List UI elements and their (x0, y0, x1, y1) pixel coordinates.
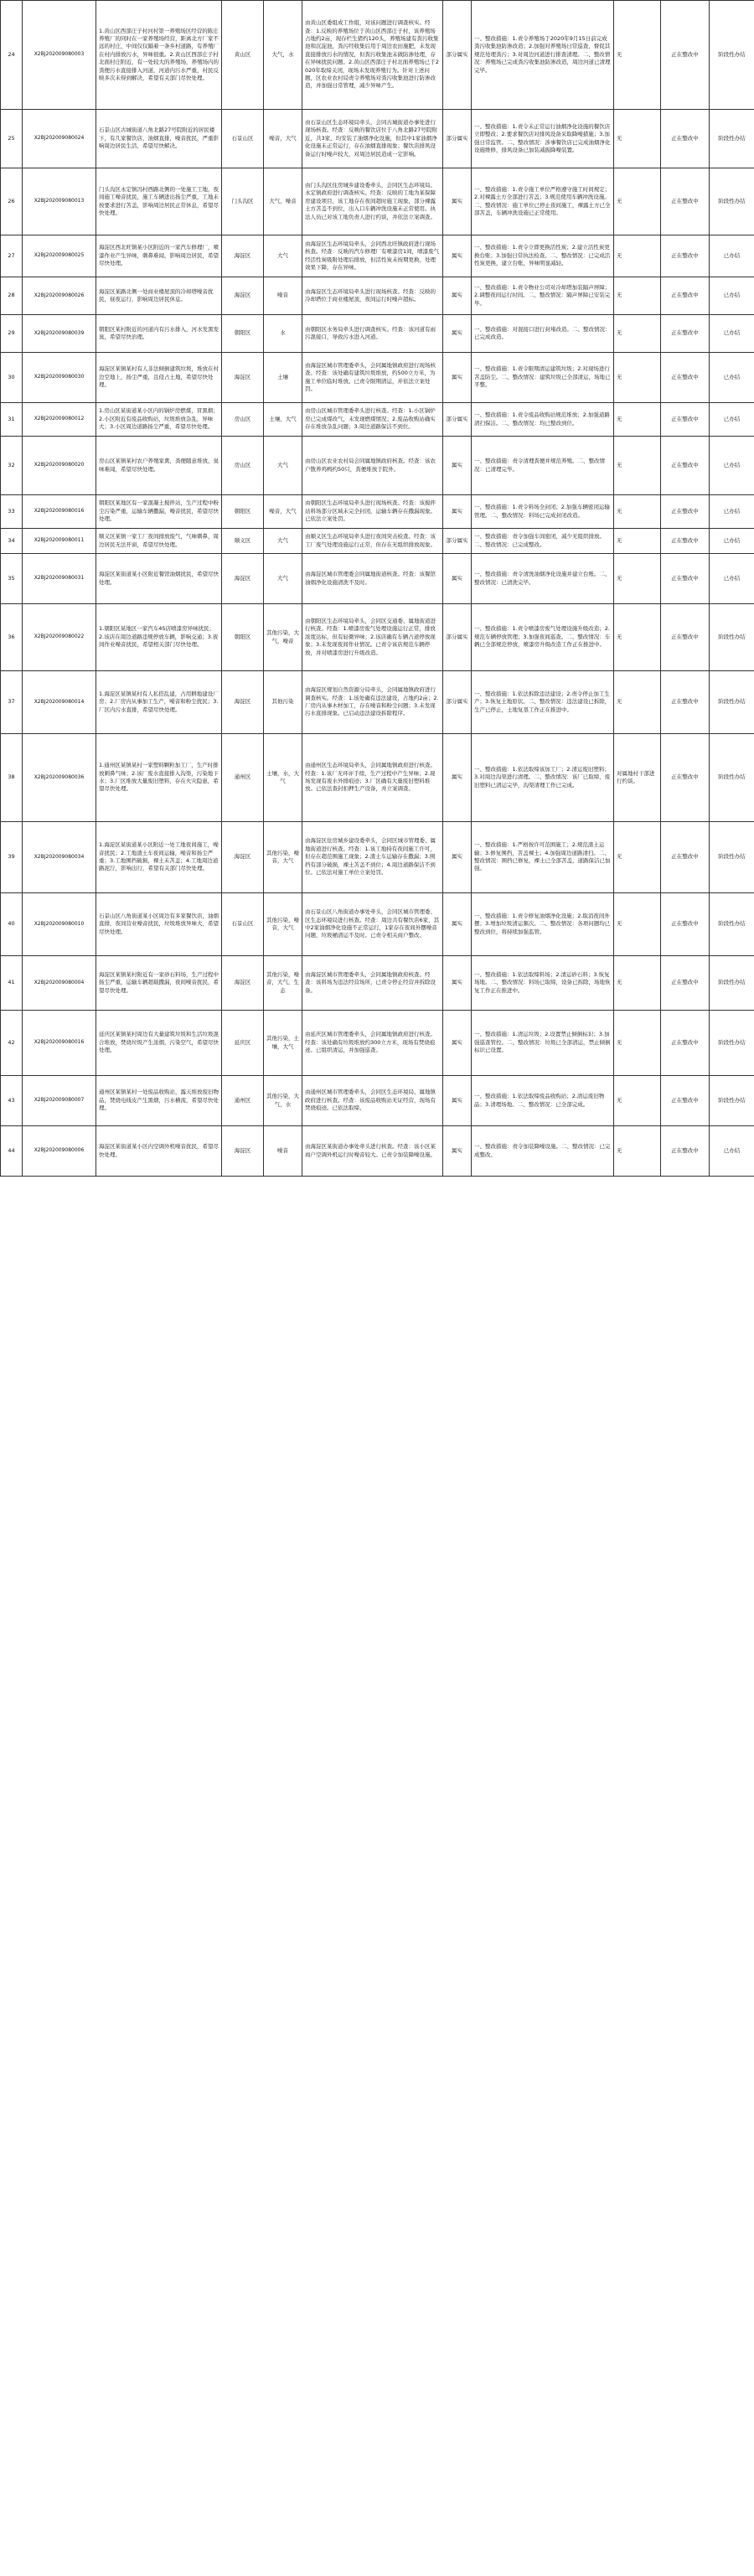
cell-investigation: 由石景山区生态环境局牵头，会同古城街道办事处进行现场核查。经查：反映的餐饮店位于八角北路27号院附近，共3家，均安装了油烟净化设施，但其中1家油烟净化设施未正常运行，存在油烟直排现象；餐饮店排风设备运行时噪声较大，对周边居民造成一定影响。 (302, 110, 443, 168)
cell-complaint-content: 海淀区某镇某村有人非法倾倒建筑垃圾，堆放在村边空地上，扬尘严重，且侵占土地，希望尽快处理。 (96, 353, 222, 403)
cell-status: 正在整改中 (661, 554, 710, 604)
cell-investigation: 由朝阳区生态环境局牵头进行现场核查。经查：该搅拌站料场部分区域未完全封闭，运输车辆存在撒漏现象。已依法立案处罚。 (302, 495, 443, 529)
cell-verified: 属实 (443, 235, 472, 277)
cell-verified: 部分属实 (443, 671, 472, 734)
cell-complaint-content: 顺义区某镇一家工厂夜间排放废气，气味刺鼻，周边居民无法开窗，希望尽快处理。 (96, 529, 222, 554)
cell-complaint-code: X2BJ202009080012 (23, 403, 96, 437)
cell-result: 已办结 (710, 235, 754, 277)
cell-pollution-type: 其他污染，土壤，大气 (264, 1011, 302, 1076)
cell-status: 正在整改中 (661, 110, 710, 168)
cell-status: 正在整改中 (661, 734, 710, 822)
cell-result: 已办结 (710, 353, 754, 403)
cell-verified: 属实 (443, 353, 472, 403)
cell-number: 32 (1, 437, 23, 495)
table-row (1, 529, 754, 554)
cell-accountability: 无 (614, 437, 661, 495)
cell-complaint-content: 延庆区某镇某村周边有大量建筑垃圾和生活垃圾混合堆放，焚烧垃圾产生浓烟，污染空气，希望尽快处理。 (96, 1011, 222, 1076)
cell-result: 阶段性办结 (710, 604, 754, 671)
cell-verified: 属实 (443, 495, 472, 529)
cell-district: 海淀区 (222, 277, 264, 315)
cell-status: 正在整改中 (661, 353, 710, 403)
cell-pollution-type: 噪音 (264, 277, 302, 315)
table-row (1, 168, 754, 235)
cell-result: 已办结 (710, 529, 754, 554)
cell-investigation: 由通州区生态环境局牵头，会同属地镇政府进行核查。经查：1.该厂无环评手续，生产过程中产生异味；2.现场发现有废水外排痕迹；3.厂区确有大量废旧塑料堆放。已依法查封扣押生产设备，并立案调查。 (302, 734, 443, 822)
table-body (1, 1, 754, 1177)
cell-accountability: 无 (614, 403, 661, 437)
cell-complaint-code: X2BJ202009080022 (23, 604, 96, 671)
cell-verified: 部分属实 (443, 604, 472, 671)
cell-pollution-type: 噪音，大气 (264, 110, 302, 168)
cell-pollution-type: 水 (264, 315, 302, 353)
cell-verified: 属实 (443, 893, 472, 956)
cell-status: 正在整改中 (661, 315, 710, 353)
cell-district: 海淀区 (222, 822, 264, 893)
cell-investigation: 由海淀区规划自然资源分局牵头，会同属地镇政府进行调查核实。经查：1.该处确有违法建设，占地约2亩；2.厂房内从事木材加工，存在噪音和粉尘问题；3.未发现污水直排现象。已启动违法建设拆除程序。 (302, 671, 443, 734)
cell-investigation: 由海淀区城市管理委牵头，会同属地镇政府进行现场核查。经查：该处确有建筑垃圾堆放，约500立方米，为施工单位临时堆放。已责令限期清运，并依法立案处罚。 (302, 353, 443, 403)
cell-complaint-code: X2BJ202009080031 (23, 554, 96, 604)
cell-status: 正在整改中 (661, 277, 710, 315)
cell-district: 海淀区 (222, 671, 264, 734)
cell-complaint-content: 石景山区古城街道八角北路27号院附近的居民楼下，有几家餐饮店，油烟直排，噪音扰民，严重影响周边居民生活，希望尽快解决。 (96, 110, 222, 168)
cell-pollution-type: 大气 (264, 554, 302, 604)
table-row (1, 822, 754, 893)
cell-pollution-type: 土壤，水，大气 (264, 734, 302, 822)
cell-result: 阶段性办结 (710, 110, 754, 168)
cell-verified: 属实 (443, 956, 472, 1011)
cell-accountability: 无 (614, 277, 661, 315)
cell-investigation: 由朝阳区生态环境局牵头，会同区交通委、属地街道进行核查。经查：1.喷漆房废气处理设施运行正常，排放浓度达标，但有轻微异味；2.该店确有车辆占道停放现象；3.未发现夜间作业情况。已责令该店规范车辆停放，并对喷漆房进行升级改造。 (302, 604, 443, 671)
cell-accountability: 无 (614, 1076, 661, 1126)
cell-rectification: 一、整改措施：1.责令废品收购站规范堆放；2.加强道路清扫保洁。二、整改情况：均已整改到位。 (472, 403, 614, 437)
cell-number: 34 (1, 529, 23, 554)
cell-verified: 部分属实 (443, 1, 472, 110)
cell-accountability: 对属地村干部进行约谈。 (614, 734, 661, 822)
cell-investigation: 由房山区农业农村局会同属地镇政府核查。经查：该农户散养鸡鸭约50只，粪便堆放于院外。 (302, 437, 443, 495)
cell-verified: 部分属实 (443, 529, 472, 554)
cell-pollution-type: 其他污染，大气，噪音 (264, 604, 302, 671)
cell-complaint-code: X2BJ202009080034 (23, 822, 96, 893)
cell-district: 海淀区 (222, 353, 264, 403)
cell-complaint-code: X2BJ202009080003 (23, 1, 96, 110)
cell-number: 31 (1, 403, 23, 437)
cell-complaint-code: X2BJ202009080011 (23, 529, 96, 554)
cell-number: 38 (1, 734, 23, 822)
cell-rectification: 一、整改措施：1.依法取缔废品收购站；2.清运废旧物品；3.清理场地。二、整改情况：已全部完成。 (472, 1076, 614, 1126)
cell-pollution-type: 大气 (264, 437, 302, 495)
cell-district: 通州区 (222, 1076, 264, 1126)
cell-complaint-content: 1.海淀区某镇某村有人私搭乱建，占用耕地建设厂房；2.厂房内从事加工生产，噪音和粉尘扰民；3.厂区内污水直排，希望尽快处理。 (96, 671, 222, 734)
cell-district: 石景山区 (222, 893, 264, 956)
cell-verified: 属实 (443, 734, 472, 822)
cell-district: 通州区 (222, 734, 264, 822)
cell-rectification: 一、整改措施：1.责令修复油烟净化设施；2.取消夜间外摆；3.增加垃圾清运频次。二、整改情况：各项问题均已整改到位，将持续加强监管。 (472, 893, 614, 956)
cell-investigation: 由黄山区委组成工作组，对该问题进行调查核实。经查：1.反映的养殖场位于黄山区西部庄子村，该养殖场占地约2亩，现存栏生猪约120头，养殖场建有粪污收集池和沉淀池，粪污经收集后用于周边农田施肥，未发现直接排放污水的情况，但粪污收集池未做防渗处理，存在异味扰民问题。2.黄山区西部庄子村北面养殖场已于2020年取缔关闭，现场未发现养殖行为。针对上述问题，区农业农村局责令养殖场对粪污收集池进行防渗改造，并加强日常管理，减少异味产生。 (302, 1, 443, 110)
cell-pollution-type: 大气 (264, 529, 302, 554)
cell-status: 正在整改中 (661, 1, 710, 110)
cell-rectification: 一、整改措施：1.严格按许可范围施工；2.规范渣土运输；3.修复围挡，苫盖裸土；4.加强周边道路清扫。二、整改情况：围挡已修复，裸土已全部苫盖，道路保洁已加强。 (472, 822, 614, 893)
cell-complaint-content: 海淀区西北旺镇某小区附近的一家汽车修理厂，喷漆作业产生异味，刺鼻难闻，影响周边居民，希望尽快处理。 (96, 235, 222, 277)
table-row (1, 1126, 754, 1177)
cell-district: 门头沟区 (222, 168, 264, 235)
cell-rectification: 一、整改措施：责令加强车间密闭，减少无组织排放。二、整改情况：已完成整改。 (472, 529, 614, 554)
cell-district: 朝阳区 (222, 604, 264, 671)
cell-verified: 属实 (443, 1126, 472, 1177)
cell-rectification: 一、整改措施：1.清运垃圾；2.设置禁止倾倒标识；3.加强巡查管控。二、整改情况：垃圾已全部清运，禁止倾倒标识已设置。 (472, 1011, 614, 1076)
cell-status: 正在整改中 (661, 235, 710, 277)
cell-status: 正在整改中 (661, 1011, 710, 1076)
cell-accountability: 无 (614, 1, 661, 110)
cell-complaint-content: 海淀区某路北侧一处商业楼屋顶的冷却塔噪音扰民，昼夜运行，影响周边居民休息。 (96, 277, 222, 315)
cell-verified: 部分属实 (443, 110, 472, 168)
cell-result: 阶段性办结 (710, 734, 754, 822)
cell-pollution-type: 土壤 (264, 353, 302, 403)
cell-rectification: 一、整改措施：1.依法取缔该加工厂；2.清运废旧塑料；3.对周边沟渠进行清理。二、整改情况：该厂已取缔，废旧塑料已清运完毕，沟渠清理工作已完成。 (472, 734, 614, 822)
cell-accountability: 无 (614, 956, 661, 1011)
cell-complaint-code: X2BJ202009080016 (23, 495, 96, 529)
cell-rectification: 一、整改措施：1.依法拆除违法建设；2.责令停止加工生产；3.恢复土地原状。二、整改情况：违法建设已拆除，生产已停止，土地复垦工作正在推进中。 (472, 671, 614, 734)
cell-rectification: 一、整改措施：1.责令立即更换活性炭；2.建立活性炭更换台账；3.加强日常执法检查。二、整改情况：已完成活性炭更换，建立台账，异味明显减轻。 (472, 235, 614, 277)
cell-accountability: 无 (614, 893, 661, 956)
cell-investigation: 由海淀区生态环境局牵头，会同西北旺镇政府进行现场核查。经查：反映的汽车修理厂有喷漆房1间，喷漆废气经活性炭吸附处理后排放，但活性炭未按期更换，处理效果下降，存在异味。 (302, 235, 443, 277)
table-row (1, 671, 754, 734)
cell-number: 35 (1, 554, 23, 604)
cell-accountability: 无 (614, 1011, 661, 1076)
cell-complaint-code: X2BJ202009080010 (23, 893, 96, 956)
cell-complaint-code: X2BJ202009080004 (23, 956, 96, 1011)
cell-investigation: 由石景山区八角街道办事处牵头，会同区城市管理委、区生态环境局进行核查。经查：周边共有餐饮店6家，其中2家油烟净化设施不正常运行，1家存在夜间外摆噪音问题，垃圾桶清运不及时。已责令相关商户整改。 (302, 893, 443, 956)
cell-number: 36 (1, 604, 23, 671)
cell-pollution-type: 其他污染，噪音，大气 (264, 893, 302, 956)
cell-complaint-content: 1.朝阳区某地区一家汽车4S店喷漆房异味扰民；2.该店在周边道路违规停放车辆，影响交通；3.夜间作业噪音扰民，希望相关部门尽快处理。 (96, 604, 222, 671)
cell-district: 海淀区 (222, 956, 264, 1011)
cell-rectification: 一、整改措施：1.责令物业公司对冷却塔加装隔声屏障；2.调整夜间运行时间。二、整改情况：隔声屏障已安装完毕。 (472, 277, 614, 315)
cell-status: 正在整改中 (661, 822, 710, 893)
cell-pollution-type: 其他污染 (264, 671, 302, 734)
cell-number: 25 (1, 110, 23, 168)
cell-complaint-content: 通州区某镇某村一处废品收购站，露天堆放废旧物品，焚烧电线皮产生黑烟，污水横流，希望尽快处理。 (96, 1076, 222, 1126)
cell-complaint-code: X2BJ202009080030 (23, 353, 96, 403)
cell-complaint-content: 1.黄山区西部庄子村河村第一养殖场区经营的陈庄养殖厂的同时在一家养殖场经营，距离北方厂家不远的村庄，中间仅仅隔着一条乡村道路，有养殖厂在村内排放污水，异味很重。2.黄山区西部庄子村北面村庄附近，有一处较大的养殖场，养殖场内的粪便污水直接排入河道，河道内污水严重，村民反映多次未得到解决，希望有关部门尽快处理。 (96, 1, 222, 110)
cell-pollution-type: 土壤，大气 (264, 403, 302, 437)
cell-complaint-code: X2BJ202009080039 (23, 315, 96, 353)
cell-rectification: 一、整改措施：1.责令喷漆房废气处理设施升级改造；2.规范车辆停放管理；3.加强夜间巡查。二、整改情况：车辆已全部规范停放，喷漆房升级改造工作正在推进中。 (472, 604, 614, 671)
cell-accountability: 无 (614, 671, 661, 734)
cell-investigation: 由海淀区城市管理委牵头，会同属地镇政府核查。经查：该料场为违法经营场所，已责令停止经营并拆除设备。 (302, 956, 443, 1011)
cell-district: 朝阳区 (222, 315, 264, 353)
cell-complaint-content: 海淀区某街道某小区内空调外机噪音扰民，希望尽快处理。 (96, 1126, 222, 1177)
cell-accountability: 无 (614, 604, 661, 671)
cell-result: 已办结 (710, 277, 754, 315)
cell-complaint-code: X2BJ202009080014 (23, 671, 96, 734)
cell-result: 阶段性办结 (710, 893, 754, 956)
table-row (1, 956, 754, 1011)
cell-number: 39 (1, 822, 23, 893)
table-row (1, 495, 754, 529)
cell-rectification: 一、整改措施：对混接口进行封堵改造。二、整改情况：已完成改造。 (472, 315, 614, 353)
table-row (1, 1076, 754, 1126)
cell-accountability: 无 (614, 529, 661, 554)
cell-complaint-content: 海淀区某镇某村附近有一家砂石料场，生产过程中扬尘严重，运输车辆超载撒漏，夜间噪音扰民，希望尽快处理。 (96, 956, 222, 1011)
table-row (1, 403, 754, 437)
cell-investigation: 由延庆区城市管理委牵头，会同属地镇政府进行核查。经查：该处确有垃圾堆放约300立方米，现场有焚烧痕迹。已组织清运，并加强巡查。 (302, 1011, 443, 1076)
cell-investigation: 由房山区城市管理委牵头进行核查。经查：1.小区锅炉房已完成煤改气，未发现燃煤情况；2.废品收购站确实存在堆放杂乱问题；3.周边道路保洁不到位。 (302, 403, 443, 437)
cell-investigation: 由门头沟区住房城乡建设委牵头，会同区生态环境局、永定镇政府进行调查核实。经查：反映的工地为某保障房建设项目，该工地存在夜间超时施工现象，部分裸露土方苫盖不到位，出入口车辆冲洗设施未正常使用。执法人员已对该工地负责人进行约谈，并依法立案调查。 (302, 168, 443, 235)
cell-complaint-content: 1.房山区某街道某小区内的锅炉房燃煤，冒黑烟；2.小区附近有废品收购站，垃圾堆放杂乱，异味大；3.小区周边道路扬尘严重，希望尽快处理。 (96, 403, 222, 437)
cell-rectification: 一、整改措施：1.责令料场全封闭；2.加强车辆密闭运输管理。二、整改情况：料场已完成封闭改造。 (472, 495, 614, 529)
cell-status: 正在整改中 (661, 495, 710, 529)
cell-verified: 属实 (443, 1011, 472, 1076)
cell-investigation: 由朝阳区水务局牵头进行调查核实。经查：该河道有雨污混接口，导致污水进入河道。 (302, 315, 443, 353)
cell-district: 朝阳区 (222, 495, 264, 529)
table-row (1, 315, 754, 353)
cell-result: 已办结 (710, 403, 754, 437)
cell-investigation: 由海淀区某街道办事处牵头进行核查。经查：该小区某商户空调外机运行时噪音较大。已责令加装降噪设施。 (302, 1126, 443, 1177)
cell-investigation: 由通州区城市管理委牵头，会同区生态环境局、属地镇政府进行核查。经查：该废品收购站无证经营，现场有焚烧痕迹。已依法取缔。 (302, 1076, 443, 1126)
cell-number: 42 (1, 1011, 23, 1076)
cell-number: 30 (1, 353, 23, 403)
cell-accountability: 无 (614, 554, 661, 604)
cell-number: 27 (1, 235, 23, 277)
cell-district: 海淀区 (222, 235, 264, 277)
cell-result: 阶段性办结 (710, 1, 754, 110)
cell-result: 已办结 (710, 437, 754, 495)
cell-number: 26 (1, 168, 23, 235)
cell-accountability: 无 (614, 822, 661, 893)
cell-result: 已办结 (710, 554, 754, 604)
cell-district: 顺义区 (222, 529, 264, 554)
cell-status: 正在整改中 (661, 956, 710, 1011)
cell-rectification: 一、整改措施：责令清理粪便并规范养殖。二、整改情况：已清理完毕。 (472, 437, 614, 495)
cell-rectification: 一、整改措施：责令清洗油烟净化设施并建立台账。二、整改情况：已清洗完毕。 (472, 554, 614, 604)
cell-verified: 属实 (443, 822, 472, 893)
cell-accountability: 无 (614, 1126, 661, 1177)
cell-rectification: 一、整改措施：1.责令养殖场于2020年9月15日前完成粪污收集池防渗改造；2.加强对养殖场日常巡查，督促其规范处理粪污；3.对周边河道进行排查清理。二、整改情况：养殖场已完成粪污收集池防渗改造，周边河道已清理完毕。 (472, 1, 614, 110)
cell-result: 阶段性办结 (710, 1011, 754, 1076)
cell-number: 44 (1, 1126, 23, 1177)
cell-status: 正在整改中 (661, 437, 710, 495)
cell-investigation: 由海淀区城市管理委会同属地街道核查。经查：该餐馆油烟净化设施清洗不及时。 (302, 554, 443, 604)
cell-complaint-code: X2BJ202009080016 (23, 1011, 96, 1076)
cell-number: 29 (1, 315, 23, 353)
cell-rectification: 一、整改措施：1.责令施工单位严格遵守施工时间规定；2.对裸露土方全部进行苫盖；3.规范使用车辆冲洗设施。二、整改情况：施工单位已停止夜间施工，裸露土方已全部苫盖，车辆冲洗设施已正常使用。 (472, 168, 614, 235)
table-row (1, 110, 754, 168)
cell-verified: 属实 (443, 168, 472, 235)
cell-verified: 属实 (443, 437, 472, 495)
cell-number: 43 (1, 1076, 23, 1126)
cell-complaint-code: X2BJ202009080007 (23, 1076, 96, 1126)
cell-pollution-type: 其他污染，噪音，大气 (264, 822, 302, 893)
cell-rectification: 一、整改措施：1.责令限期清运建筑垃圾；2.对现场进行苫盖防尘。二、整改情况：建筑垃圾已全部清运，场地已平整。 (472, 353, 614, 403)
cell-result: 已办结 (710, 495, 754, 529)
cell-complaint-code: X2BJ202009080006 (23, 1126, 96, 1177)
cell-complaint-content: 1.通州区某镇某村一家塑料颗粒加工厂，生产时排放刺鼻气味；2.该厂废水直接排入沟渠，污染地下水；3.厂区堆放大量废旧塑料，存在火灾隐患，希望尽快处理。 (96, 734, 222, 822)
cell-status: 正在整改中 (661, 893, 710, 956)
cell-status: 正在整改中 (661, 671, 710, 734)
cell-rectification: 一、整改措施：1.依法取缔料场；2.清运砂石料；3.恢复场地。二、整改情况：料场已取缔，设备已拆除，场地恢复工作正在推进中。 (472, 956, 614, 1011)
cell-status: 正在整改中 (661, 529, 710, 554)
table-row (1, 1011, 754, 1076)
cell-status: 正在整改中 (661, 604, 710, 671)
cell-result: 阶段性办结 (710, 822, 754, 893)
cell-number: 28 (1, 277, 23, 315)
cell-rectification: 一、整改措施：责令加装降噪设施。二、整改情况：已完成整改。 (472, 1126, 614, 1177)
cell-number: 40 (1, 893, 23, 956)
cell-accountability: 无 (614, 315, 661, 353)
cell-accountability: 无 (614, 110, 661, 168)
complaint-table (0, 0, 754, 1177)
cell-accountability: 无 (614, 495, 661, 529)
cell-accountability: 无 (614, 353, 661, 403)
cell-accountability: 无 (614, 235, 661, 277)
cell-pollution-type: 大气 (264, 235, 302, 277)
cell-complaint-content: 房山区某镇某村农户养殖家禽，粪便随意堆放，臭味难闻，希望尽快处理。 (96, 437, 222, 495)
cell-result: 已办结 (710, 1126, 754, 1177)
cell-pollution-type: 其他污染，大气，水 (264, 1076, 302, 1126)
cell-complaint-code: X2BJ202009080013 (23, 168, 96, 235)
cell-pollution-type: 其他污染，噪音，大气，生态 (264, 956, 302, 1011)
cell-pollution-type: 大气，噪音 (264, 168, 302, 235)
cell-complaint-code: X2BJ202009080025 (23, 235, 96, 277)
table-row (1, 437, 754, 495)
cell-district: 海淀区 (222, 1126, 264, 1177)
cell-complaint-code: X2BJ202009080036 (23, 734, 96, 822)
cell-verified: 属实 (443, 315, 472, 353)
cell-status: 正在整改中 (661, 1076, 710, 1126)
table-row (1, 235, 754, 277)
cell-result: 阶段性办结 (710, 956, 754, 1011)
cell-result: 阶段性办结 (710, 168, 754, 235)
cell-result: 阶段性办结 (710, 1076, 754, 1126)
cell-number: 33 (1, 495, 23, 529)
cell-complaint-content: 朝阳区某村附近的河道内有污水排入，河水发黑发臭，希望尽快治理。 (96, 315, 222, 353)
cell-status: 正在整改中 (661, 403, 710, 437)
cell-number: 41 (1, 956, 23, 1011)
cell-district: 延庆区 (222, 1011, 264, 1076)
cell-rectification: 一、整改措施：1.责令未正常运行油烟净化设施的餐饮店立即整改；2.要求餐饮店对排风设备采取降噪措施；3.加强日常监管。二、整改情况：涉事餐饮店已完成油烟净化设施维修，排风设备已加装减振降噪装置。 (472, 110, 614, 168)
cell-status: 正在整改中 (661, 1126, 710, 1177)
cell-investigation: 由顺义区生态环境局牵头进行夜间突击检查。经查：该工厂废气处理设施运行正常，但存在无组织排放现象。 (302, 529, 443, 554)
table-row (1, 893, 754, 956)
cell-complaint-content: 朝阳区某地区有一家混凝土搅拌站，生产过程中粉尘污染严重，运输车辆撒漏，噪音扰民，希望尽快处理。 (96, 495, 222, 529)
cell-complaint-content: 石景山区八角街道某小区周边有多家餐饮店，油烟直排，夜间营业噪音扰民，垃圾堆放异味大，希望尽快处理。 (96, 893, 222, 956)
cell-complaint-content: 门头沟区永定镇冯村西路北侧的一处施工工地，夜间施工噪音扰民，施工车辆进出扬尘严重，工地未按要求进行苫盖，影响周边居民正常休息，希望尽快处理。 (96, 168, 222, 235)
cell-complaint-code: X2BJ202009080026 (23, 277, 96, 315)
cell-district: 海淀区 (222, 554, 264, 604)
cell-district: 黄山区 (222, 1, 264, 110)
table-row (1, 277, 754, 315)
cell-district: 房山区 (222, 403, 264, 437)
cell-complaint-content: 海淀区某街道某小区附近餐馆油烟扰民，希望尽快处理。 (96, 554, 222, 604)
cell-verified: 属实 (443, 277, 472, 315)
table-row (1, 604, 754, 671)
cell-pollution-type: 噪音 (264, 1126, 302, 1177)
table-row (1, 353, 754, 403)
cell-district: 石景山区 (222, 110, 264, 168)
table-row (1, 554, 754, 604)
table-row (1, 734, 754, 822)
cell-investigation: 由海淀区住房城乡建设委牵头，会同区城市管理委、属地街道进行核查。经查：1.该工地持有夜间施工许可，但存在超范围施工现象；2.渣土车运输存在撒漏；3.围挡有部分破损，裸土苫盖不到位；4.周边道路保洁不到位。已依法对施工单位立案处罚。 (302, 822, 443, 893)
cell-investigation: 由海淀区生态环境局牵头进行现场核查。经查：反映的冷却塔位于商业楼屋顶，夜间运行时噪声超标。 (302, 277, 443, 315)
cell-verified: 部分属实 (443, 403, 472, 437)
cell-result: 阶段性办结 (710, 671, 754, 734)
cell-result: 已办结 (710, 315, 754, 353)
cell-complaint-code: X2BJ202009080024 (23, 110, 96, 168)
table-row (1, 1, 754, 110)
cell-verified: 属实 (443, 1076, 472, 1126)
cell-complaint-content: 1.海淀区某街道某小区附近一处工地夜间施工，噪音扰民；2.工地渣土车夜间运输，噪音和扬尘严重；3.工地围挡破损，裸土未苫盖；4.工地周边道路泥泞，影响出行，希望有关部门尽快处理。 (96, 822, 222, 893)
cell-pollution-type: 噪音，大气 (264, 495, 302, 529)
cell-pollution-type: 大气，水 (264, 1, 302, 110)
cell-accountability: 无 (614, 168, 661, 235)
cell-number: 37 (1, 671, 23, 734)
cell-verified: 属实 (443, 554, 472, 604)
cell-status: 正在整改中 (661, 168, 710, 235)
cell-district: 房山区 (222, 437, 264, 495)
cell-number: 24 (1, 1, 23, 110)
cell-complaint-code: X2BJ202009080020 (23, 437, 96, 495)
